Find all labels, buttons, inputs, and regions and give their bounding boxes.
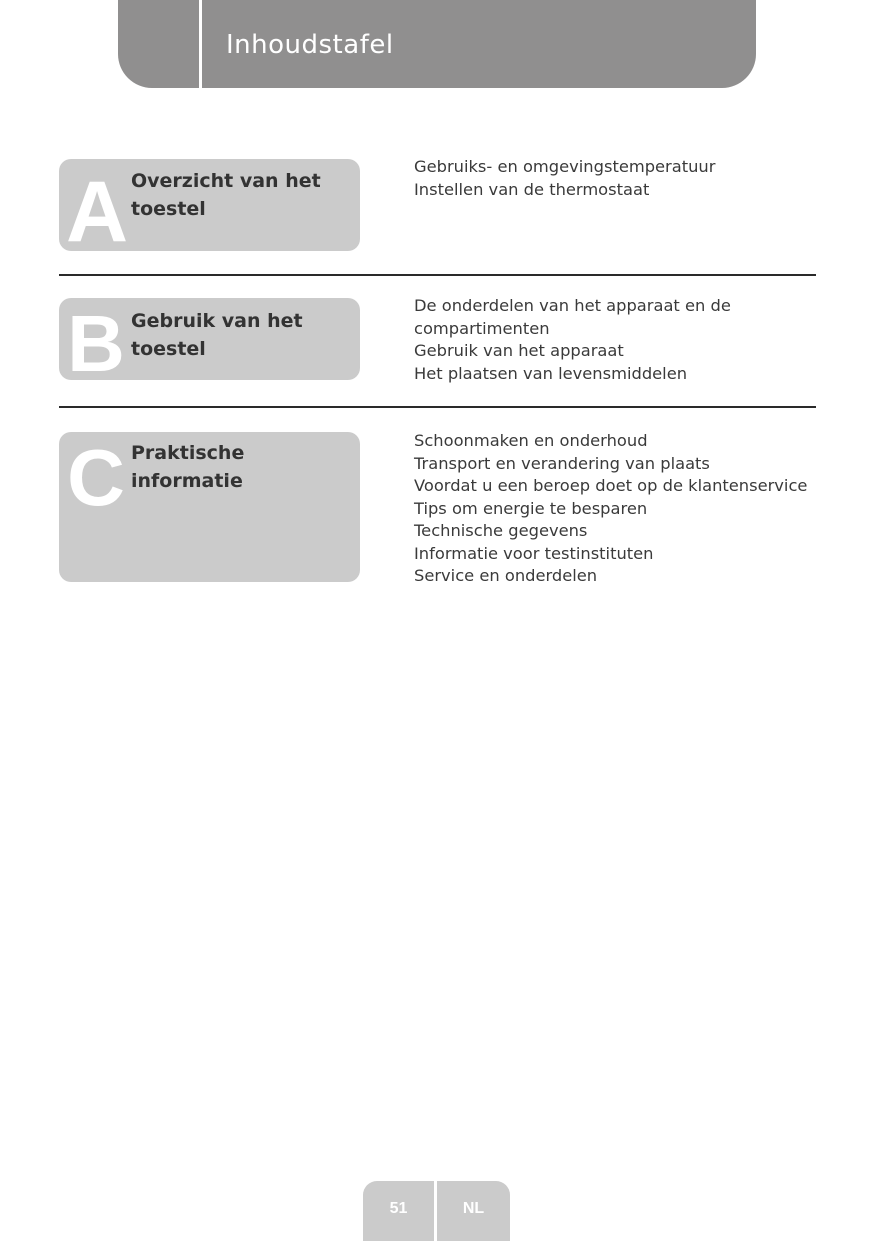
list-item[interactable]: Gebruiks- en omgevingstemperatuur <box>414 157 716 176</box>
list-item[interactable]: Gebruik van het apparaat <box>414 341 624 360</box>
page-number: 51 <box>389 1200 408 1217</box>
section-divider <box>59 406 816 408</box>
list-item[interactable]: compartimenten <box>414 318 550 338</box>
section-letter-b: B <box>67 299 125 380</box>
section-letter-c: C <box>67 433 125 522</box>
list-item[interactable]: Tips om energie te besparen <box>414 498 648 518</box>
list-item[interactable]: Het plaatsen van levensmiddelen <box>414 363 688 383</box>
list-item[interactable]: Service en onderdelen <box>414 566 598 585</box>
list-item[interactable]: De onderdelen van het apparaat en de <box>414 296 731 315</box>
header-divider <box>199 0 202 88</box>
language-code: NL <box>462 1200 485 1217</box>
header-tab <box>118 0 756 88</box>
section-b-contents <box>414 295 834 385</box>
page-title: Inhoudstafel <box>226 30 394 60</box>
section-a-box[interactable] <box>59 159 360 251</box>
list-item[interactable]: Transport en verandering van plaats <box>414 453 710 473</box>
section-letter-a: A <box>66 164 129 251</box>
section-b-box[interactable] <box>59 298 360 380</box>
section-c-box[interactable] <box>59 432 360 582</box>
list-item[interactable]: Schoonmaken en onderhoud <box>414 431 648 450</box>
section-a-contents <box>414 156 834 201</box>
list-item[interactable]: Instellen van de thermostaat <box>414 179 650 199</box>
list-item[interactable]: Voordat u een beroep doet op de klantenservice <box>414 476 808 495</box>
section-c-title: Praktische informatie <box>131 442 245 492</box>
section-b-title: Gebruik van het toestel <box>131 310 303 360</box>
section-a-title: Overzicht van het toestel <box>131 170 321 220</box>
section-c-contents <box>414 430 834 588</box>
list-item[interactable]: Informatie voor testinstituten <box>414 543 654 563</box>
list-item[interactable]: Technische gegevens <box>414 521 588 540</box>
section-divider <box>59 274 816 276</box>
